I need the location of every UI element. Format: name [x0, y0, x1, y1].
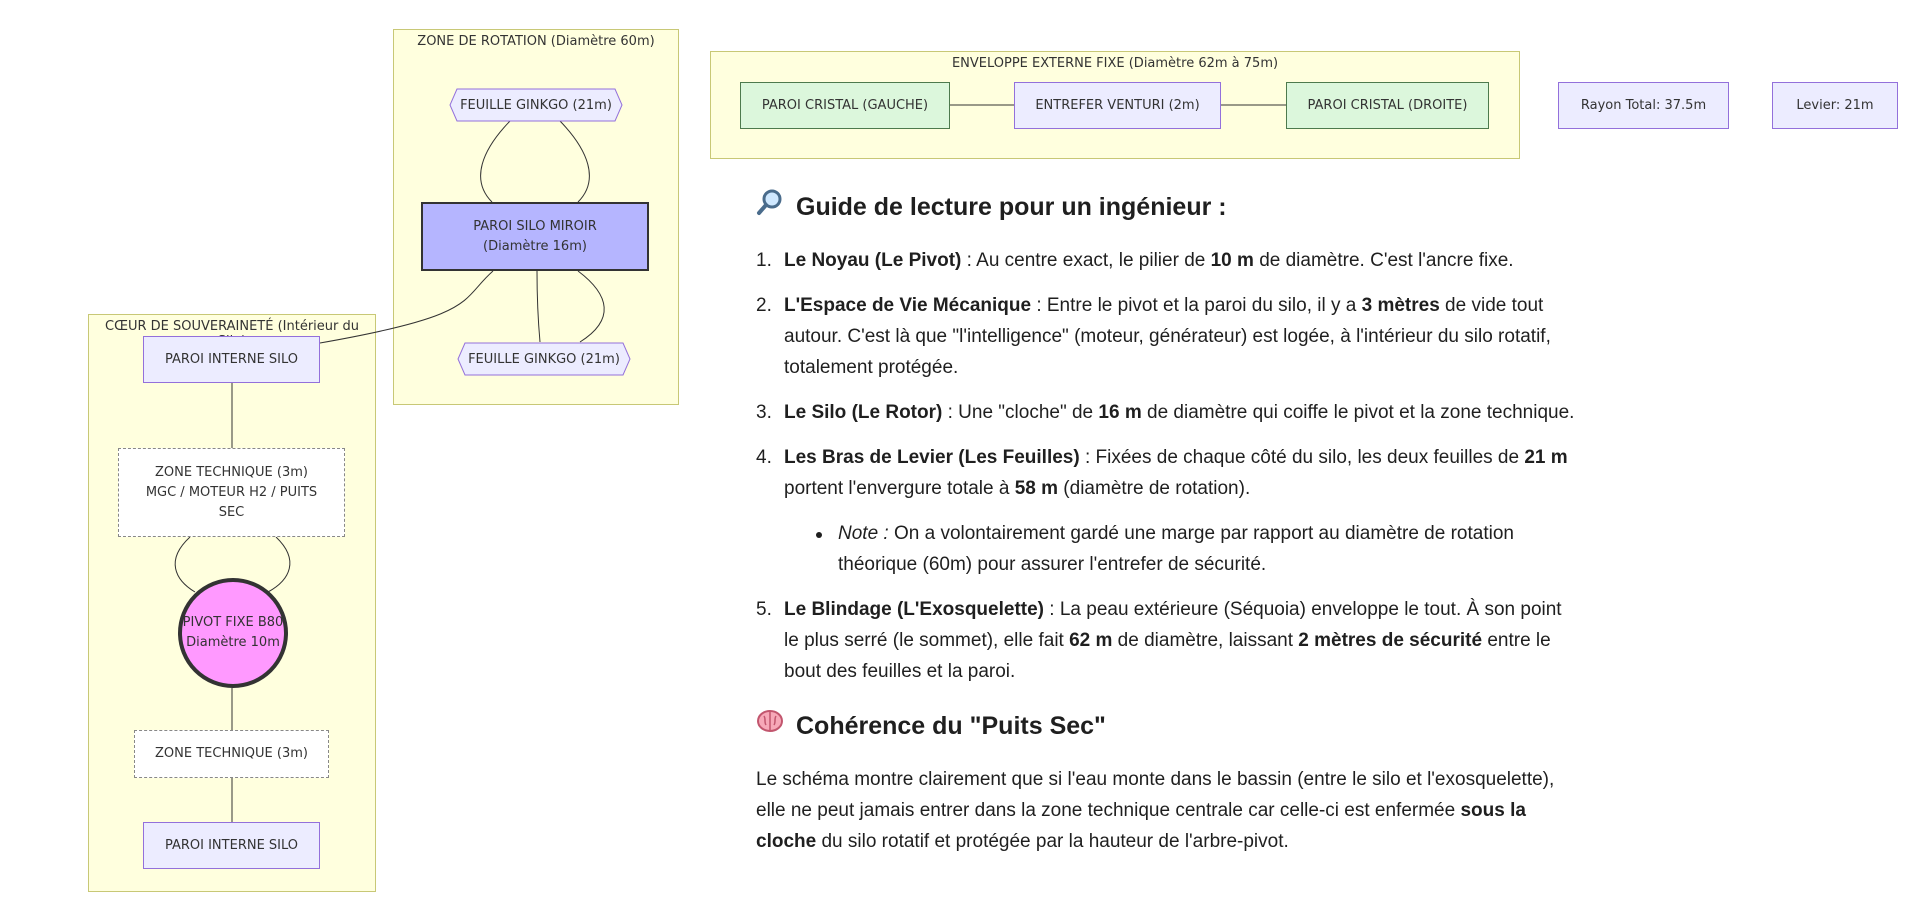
lever-label: Levier: 21m	[1796, 97, 1874, 113]
inner-wall-top-label: PAROI INTERNE SILO	[164, 351, 299, 367]
magnifier-icon	[756, 188, 784, 225]
item-number: 2.	[756, 295, 772, 316]
note-label: Note :	[838, 523, 889, 544]
tech-zone-top-line2: MGC / MOTEUR H2 / PUITS	[145, 484, 318, 500]
brain-icon	[756, 707, 784, 744]
item-bold: 58 m	[1014, 478, 1059, 499]
rotation-zone-title: ZONE DE ROTATION (Diamètre 60m)	[417, 34, 655, 49]
guide-list	[756, 245, 1576, 687]
envelope-title: ENVELOPPE EXTERNE FIXE (Diamètre 62m à 75m)	[951, 56, 1279, 71]
leaf-top-node	[449, 88, 623, 122]
list-item	[756, 290, 1576, 383]
left-wall-label: PAROI CRISTAL (GAUCHE)	[761, 97, 929, 113]
item-bold: 62 m	[1069, 630, 1113, 651]
venturi-gap-label: ENTREFER VENTURI (2m)	[1035, 97, 1200, 113]
right-wall-node	[1286, 82, 1489, 129]
item-label: Le Silo (Le Rotor)	[784, 402, 943, 423]
venturi-gap-node	[1014, 82, 1221, 129]
pivot-line1: PIVOT FIXE B80	[182, 615, 284, 630]
guide-heading	[756, 188, 1576, 225]
list-item	[756, 245, 1576, 276]
item-text: : Fixées de chaque côté du silo, les deux feuilles de	[1079, 447, 1525, 468]
right-wall-label: PAROI CRISTAL (DROITE)	[1307, 97, 1468, 113]
item-text: : Au centre exact, le pilier de	[961, 250, 1211, 271]
item-text: entre le bout des feuilles et la paroi.	[784, 630, 1551, 682]
pivot-line2: Diamètre 10m	[186, 635, 280, 650]
item-number: 3.	[756, 402, 772, 423]
lever-node	[1772, 82, 1898, 129]
item-number: 1.	[756, 250, 772, 271]
leaf-bottom-label: FEUILLE GINKGO (21m)	[468, 351, 620, 367]
mirror-wall-node	[421, 202, 649, 271]
note-bullet	[784, 518, 1576, 580]
item-label: L'Espace de Vie Mécanique	[784, 295, 1032, 316]
mirror-wall-line2: (Diamètre 16m)	[483, 238, 587, 254]
tech-zone-top-node	[118, 448, 345, 537]
guide-heading-text: Guide de lecture pour un ingénieur :	[796, 192, 1227, 221]
radius-total-node	[1558, 82, 1729, 129]
tech-zone-bottom-node	[134, 730, 329, 778]
leaf-bottom-node	[457, 342, 631, 376]
mirror-wall-line1: PAROI SILO MIROIR	[473, 218, 597, 234]
item-text: : La peau extérieure (Séquoia) enveloppe le tout. À son point le plus serré (le sommet), elle fait	[784, 599, 1562, 651]
item-text: : Une "cloche" de	[942, 402, 1099, 423]
note-text: On a volontairement gardé une marge par rapport au diamètre de rotation théorique (60m) pour assurer l'entrefer de sécurité.	[838, 523, 1514, 575]
core-zone-title: CŒUR DE SOUVERAINETÉ (Intérieur du	[105, 319, 359, 334]
item-label: Les Bras de Levier (Les Feuilles)	[784, 447, 1080, 468]
pivot-node	[178, 578, 288, 688]
inner-wall-bottom-label: PAROI INTERNE SILO	[164, 837, 299, 853]
item-text: de diamètre qui coiffe le pivot et la zone technique.	[1141, 402, 1575, 423]
item-text: de diamètre, laissant	[1112, 630, 1299, 651]
item-number: 5.	[756, 599, 772, 620]
left-wall-node	[740, 82, 950, 129]
list-item	[756, 442, 1576, 580]
item-bold: 2 mètres de sécurité	[1298, 630, 1483, 651]
coherence-paragraph	[756, 764, 1576, 857]
item-bold: 3 mètres	[1361, 295, 1440, 316]
item-text: de vide tout autour. C'est là que "l'intelligence" (moteur, générateur) est logée, à l'intérieur du silo rotatif, totalement protégée.	[784, 295, 1551, 378]
item-text: de diamètre. C'est l'ancre fixe.	[1253, 250, 1514, 271]
coherence-heading	[756, 707, 1576, 744]
item-text: portent l'envergure totale à	[784, 478, 1015, 499]
item-label: Le Noyau (Le Pivot)	[784, 250, 962, 271]
list-item	[756, 397, 1576, 428]
tech-zone-bottom-label: ZONE TECHNIQUE (3m)	[155, 746, 308, 761]
radius-total-label: Rayon Total: 37.5m	[1580, 97, 1707, 113]
para-text: Le schéma montre clairement que si l'eau monte dans le bassin (entre le silo et l'exosquelette), elle ne peut jamais entrer dans la zone technique centrale car celle-ci est enfermée	[756, 769, 1555, 821]
engineer-guide	[756, 188, 1576, 857]
item-bold: 10 m	[1210, 250, 1254, 271]
item-bold: 21 m	[1524, 447, 1568, 468]
item-text: : Entre le pivot et la paroi du silo, il y a	[1031, 295, 1362, 316]
item-label: Le Blindage (L'Exosquelette)	[784, 599, 1044, 620]
inner-wall-bottom-node	[143, 822, 320, 869]
coherence-heading-text: Cohérence du "Puits Sec"	[796, 711, 1106, 740]
inner-wall-top-node	[143, 336, 320, 383]
bullet-icon	[816, 532, 822, 538]
item-bold: 16 m	[1098, 402, 1142, 423]
list-item	[756, 594, 1576, 687]
item-text: (diamètre de rotation).	[1058, 478, 1251, 499]
tech-zone-top-line1: ZONE TECHNIQUE (3m)	[155, 464, 308, 480]
leaf-top-label: FEUILLE GINKGO (21m)	[460, 97, 612, 113]
para-text: du silo rotatif et protégée par la hauteur de l'arbre-pivot.	[816, 831, 1289, 852]
tech-zone-top-line3: SEC	[218, 504, 245, 520]
item-number: 4.	[756, 447, 772, 468]
para-bold: sous la cloche	[756, 800, 1526, 852]
